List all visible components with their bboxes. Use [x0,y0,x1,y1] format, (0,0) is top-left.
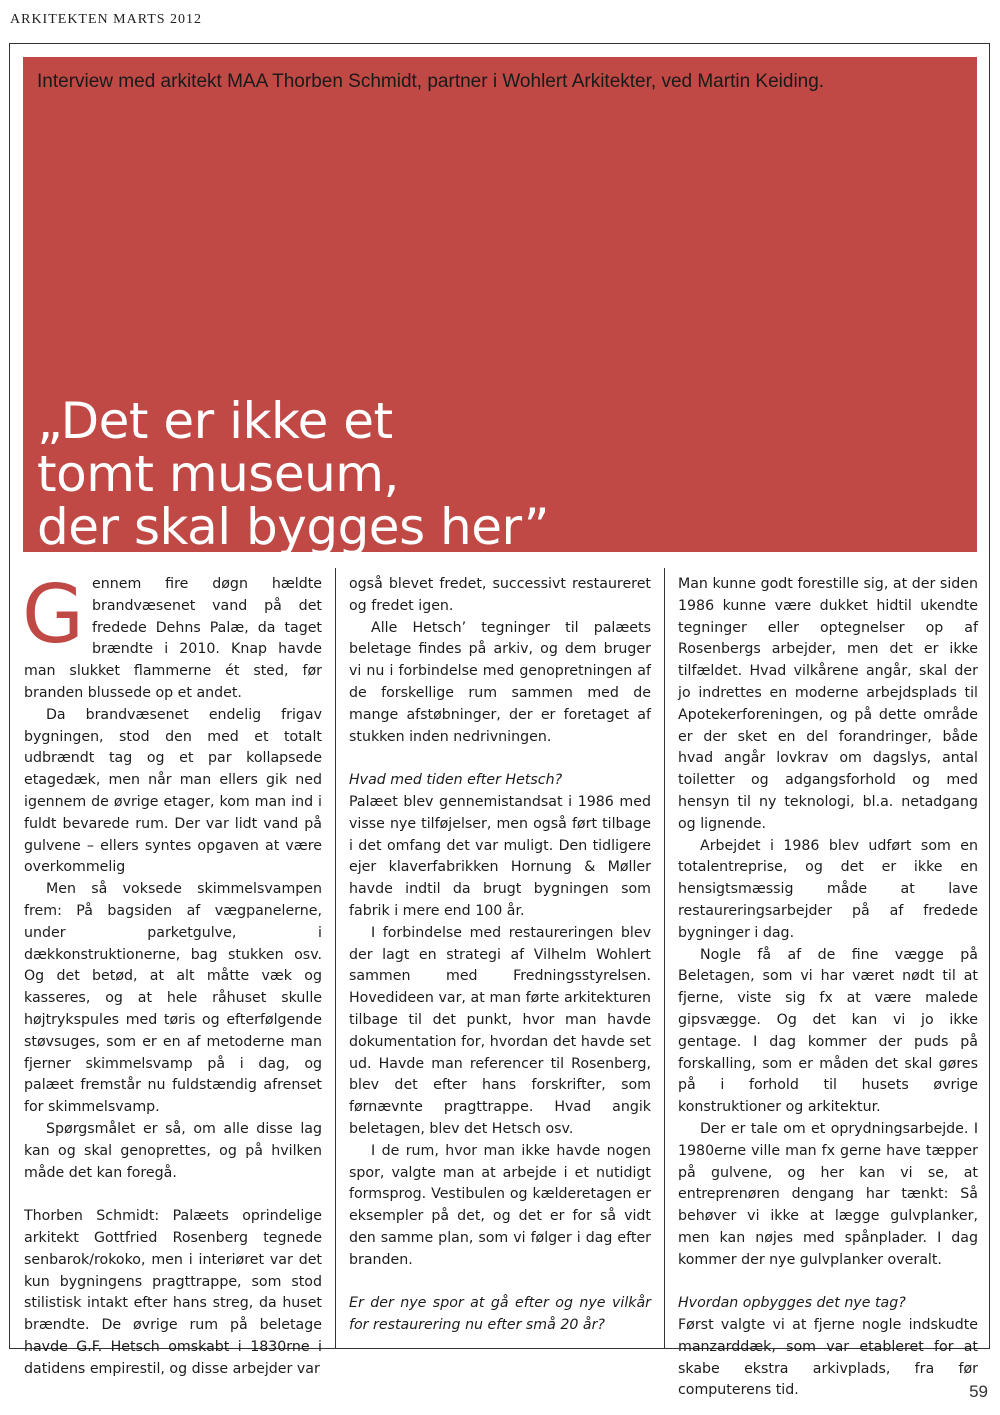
paragraph: I forbindelse med restaureringen blev der lagt en strategi af Vilhelm Wohlert sammen med Fredningsstyrelsen. Hovedideen var, at man førte arkitekturen tilbage til det punkt, hvor man havde dokumentation for, hvordan det havde set ud. Havde man referencer til Rosenberg, blev det efter hans forskrifter, som førnævnte pragttrappe. Hvad angik beletagen, blev det Hetsch osv. [349,924,651,1137]
paragraph: Man kunne godt forestille sig, at der siden 1986 kunne være dukket hidtil ukendte tegninger eller optegnelser op af Rosenbergs arbejder, men det er ikke tilfældet. Hvad vilkårene angår, skal der jo indrettes en moderne arbejdsplads til Apotekerforeningen, og på dette område er der sket en del forandringer, både hvad angår lovkrav om dagslys, antal toiletter og adgangsforhold og med hensyn til ny teknologi, bl.a. netadgang og lignende. [678,576,978,832]
interview-question: Hvordan opbygges det nye tag? [678,1295,906,1312]
paragraph: Palæet blev gennemistandsat i 1986 med visse nye tilføjelser, men også ført tilbage i det omfang det var muligt. Den tidligere ejer klaverfabrikken Hornung & Møller havde indtil da brugt bygningen som fabrik i mere end 100 år. [349,793,651,919]
answer-paragraph: Thorben Schmidt: Palæets oprindelige arkitekt Gottfried Rosenberg tegnede senbarok/rokoko, men i interiøret var det kun bygningens pragttrappe, som stod stilistisk intakt efter hans streg, da huset brændte. De øvrige rum på beletage havde G.F. Hetsch omskabt i 1830rne i datidens empirestil, og disse arbejder var [24,1208,322,1377]
headline-line-3: der skal bygges her” [37,498,550,556]
article-column-3 [678,574,978,1399]
paragraph: Der er tale om et oprydningsarbejde. I 1980erne ville man fx gerne have tæpper på gulvene, og her kan vi se, at entreprenøren dengang har tænkt: Så behøver vi ikke at lægge gulvplanker, men kan nøjes med spånplader. I dag kommer der nye gulvplanker overalt. [678,1120,978,1268]
column-rule [335,568,336,1349]
paragraph: I de rum, hvor man ikke havde nogen spor, valgte man at arbejde i et nutidigt formsprog. Vestibulen og kælderetagen er eksempler på det, og det er for så vidt den samme plan, som vi følger i dag efter branden. [349,1142,651,1268]
paragraph: Først valgte vi at fjerne nogle indskudte manzarddæk, som var etableret for at skabe ekstra arkivplads, fra før computerens tid. [678,1317,978,1399]
interview-question: Er der nye spor at gå efter og nye vilkår for restaurering nu efter små 20 år? [349,1295,651,1334]
paragraph: Gennem fire døgn hældte brandvæsenet vand på det fredede Dehns Palæ, da taget brændte i 2010. Knap havde man slukket flammerne ét sted, før branden blussede op et andet. [22,568,322,701]
running-head: ARKITEKTEN MARTS 2012 [10,12,203,27]
paragraph: også blevet fredet, successivt restaureret og fredet igen. [349,576,651,614]
page-number: 59 [969,1382,988,1401]
paragraph: Men så voksede skimmelsvampen frem: På bagsiden af vægpanelerne, under parketgulve, i dækkonstruktionerne, bag stukken osv. Og det betød, at alt måtte væk og kasseres, og at hele råhuset skulle højtrykspules med tøris og efterfølgende støvsuges, som er en af metoderne man fjerner skimmelsvamp på i dag, og palæet fremstår nu fuldstændig afrenset for skimmelsvamp. [24,881,322,1116]
drop-cap: G [22,568,84,661]
intro-byline: Interview med arkitekt MAA Thorben Schmidt, partner i Wohlert Arkitekter, ved Martin Keiding. [37,71,825,92]
interview-question: Hvad med tiden efter Hetsch? [349,772,563,789]
paragraph: Nogle få af de fine vægge på Beletagen, som vi har været nødt til at fjerne, viste sig fx at være malede gipsvægge. Og det kan vi jo ikke gentage. I dag kommer der puds på forskalling, som er måden det skal gøres på i forhold til husets øvrige konstruktioner og arkitektur. [678,946,978,1116]
column-rule [664,568,665,1349]
article-column-1 [22,568,322,1377]
paragraph: Spørgsmålet er så, om alle disse lag kan og skal genoprettes, og på hvilken måde det kan foregå. [24,1120,322,1181]
paragraph: Arbejdet i 1986 blev udført som en totalentreprise, og det er ikke en hensigtsmæssig måde at lave restaureringsarbejder på af fredede bygninger i dag. [678,837,978,941]
headline [37,392,550,556]
paragraph: Alle Hetsch’ tegninger til palæets beletage findes på arkiv, og dem bruger vi nu i forbindelse med genopretningen af de forskellige rum sammen med de mange afstøbninger, der er foretaget af stukken inden nedrivningen. [349,619,651,745]
paragraph: Da brandvæsenet endelig frigav bygningen, stod den med et totalt udbrændt tag og et par kollapsede etagedæk, men når man ellers gik ned igennem de øvrige etager, kom man ind i fuldt bevarede rum. Der var lidt vand på gulvene – ellers syntes opgaven at være overkommelig [24,706,322,876]
headline-line-1: „Det er ikke et [37,392,393,450]
headline-line-2: tomt museum, [37,445,399,503]
article-column-2 [349,574,651,1348]
title-panel [23,57,977,556]
